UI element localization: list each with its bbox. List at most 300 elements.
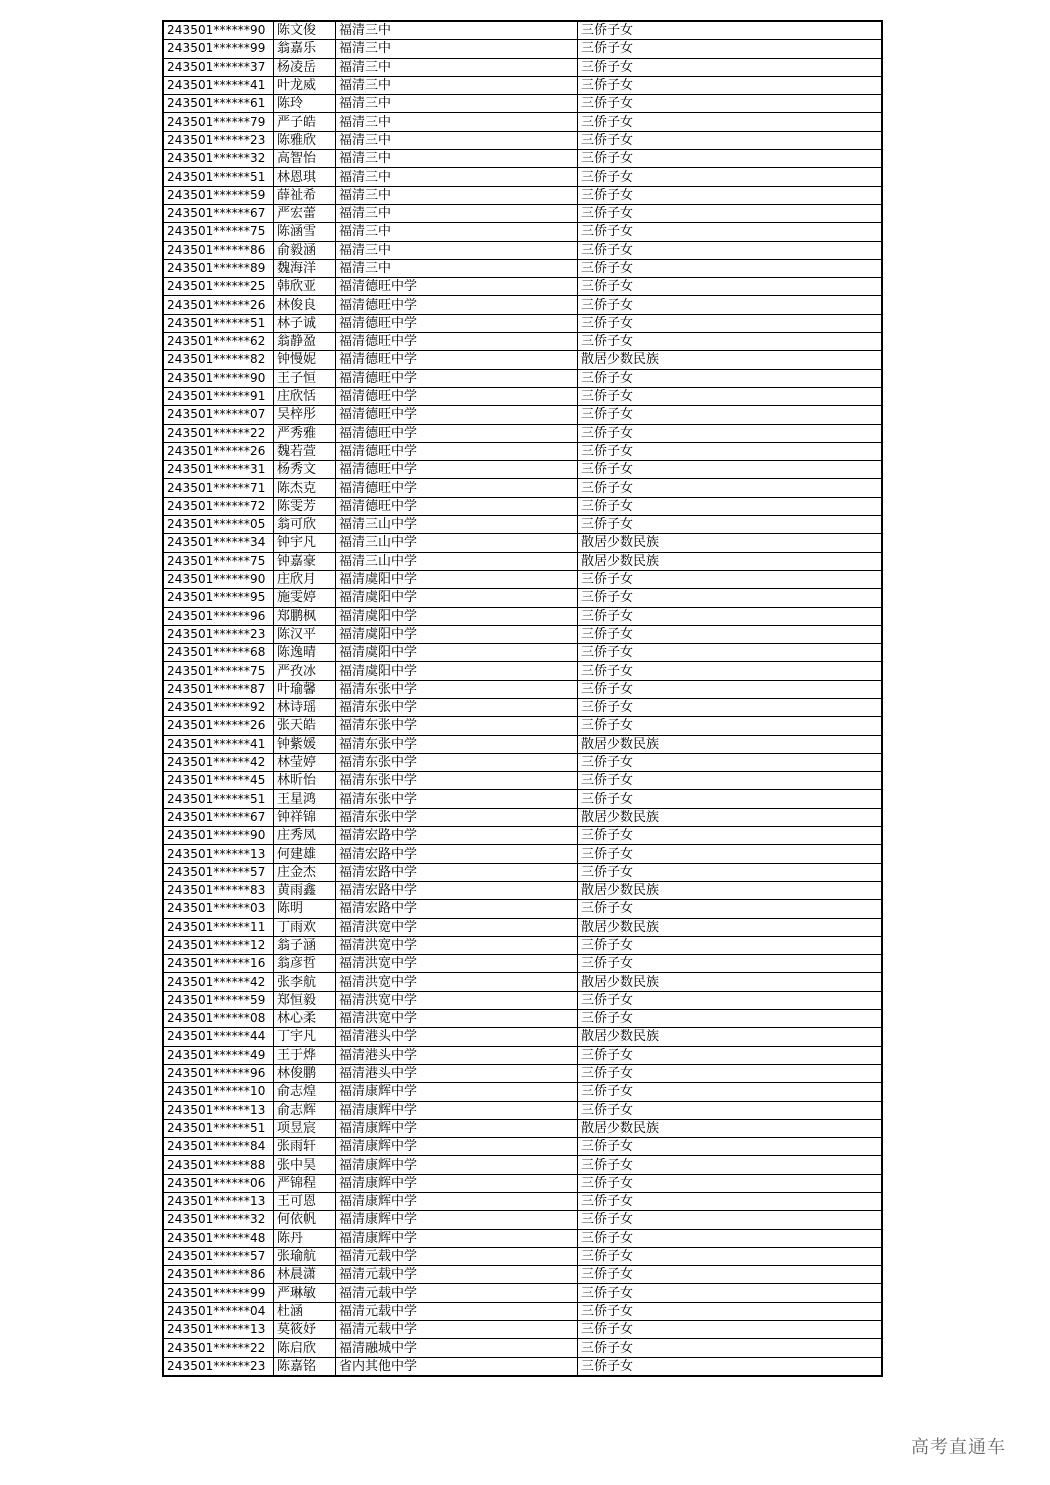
exam-id-cell: 243501******75 — [163, 223, 274, 241]
exam-id-cell: 243501******37 — [163, 58, 274, 76]
school-cell: 福清三山中学 — [336, 534, 578, 552]
exam-id-cell: 243501******42 — [163, 753, 274, 771]
exam-id-cell: 243501******05 — [163, 516, 274, 534]
table-row — [163, 150, 882, 168]
exam-id-cell: 243501******51 — [163, 168, 274, 186]
name-cell: 高智怡 — [274, 150, 336, 168]
table-row — [163, 717, 882, 735]
category-cell: 三侨子女 — [578, 1229, 883, 1247]
table-row — [163, 991, 882, 1009]
school-cell: 福清康辉中学 — [336, 1119, 578, 1137]
school-cell: 福清宏路中学 — [336, 827, 578, 845]
school-cell: 福清洪宽中学 — [336, 936, 578, 954]
school-cell: 福清康辉中学 — [336, 1138, 578, 1156]
exam-id-cell: 243501******62 — [163, 333, 274, 351]
name-cell: 陈文俊 — [274, 21, 336, 40]
table-row — [163, 95, 882, 113]
table-row — [163, 314, 882, 332]
category-cell: 三侨子女 — [578, 442, 883, 460]
category-cell: 三侨子女 — [578, 1247, 883, 1265]
table-row — [163, 259, 882, 277]
school-cell: 福清三中 — [336, 40, 578, 58]
exam-id-cell: 243501******90 — [163, 21, 274, 40]
category-cell: 散居少数民族 — [578, 973, 883, 991]
name-cell: 陈杰克 — [274, 479, 336, 497]
category-cell: 三侨子女 — [578, 204, 883, 222]
table-row — [163, 223, 882, 241]
category-cell: 三侨子女 — [578, 1321, 883, 1339]
name-cell: 庄欣恬 — [274, 387, 336, 405]
school-cell: 福清融城中学 — [336, 1339, 578, 1357]
name-cell: 薛祉希 — [274, 186, 336, 204]
school-cell: 福清洪宽中学 — [336, 918, 578, 936]
category-cell: 三侨子女 — [578, 113, 883, 131]
exam-id-cell: 243501******26 — [163, 442, 274, 460]
name-cell: 林诗瑶 — [274, 698, 336, 716]
school-cell: 福清德旺中学 — [336, 461, 578, 479]
school-cell: 福清康辉中学 — [336, 1211, 578, 1229]
table-row — [163, 424, 882, 442]
name-cell: 杜涵 — [274, 1302, 336, 1320]
category-cell: 散居少数民族 — [578, 808, 883, 826]
school-cell: 福清三中 — [336, 241, 578, 259]
category-cell: 三侨子女 — [578, 900, 883, 918]
table-row — [163, 936, 882, 954]
exam-id-cell: 243501******83 — [163, 881, 274, 899]
exam-id-cell: 243501******22 — [163, 1339, 274, 1357]
exam-id-cell: 243501******23 — [163, 131, 274, 149]
category-cell: 三侨子女 — [578, 1266, 883, 1284]
category-cell: 三侨子女 — [578, 131, 883, 149]
school-cell: 福清三中 — [336, 168, 578, 186]
table-row — [163, 461, 882, 479]
school-cell: 福清德旺中学 — [336, 278, 578, 296]
name-cell: 张李航 — [274, 973, 336, 991]
school-cell: 福清德旺中学 — [336, 333, 578, 351]
category-cell: 三侨子女 — [578, 461, 883, 479]
school-cell: 福清德旺中学 — [336, 296, 578, 314]
school-cell: 福清虞阳中学 — [336, 607, 578, 625]
exam-id-cell: 243501******84 — [163, 1138, 274, 1156]
school-cell: 福清德旺中学 — [336, 406, 578, 424]
name-cell: 郑恒毅 — [274, 991, 336, 1009]
school-cell: 福清宏路中学 — [336, 863, 578, 881]
table-row — [163, 955, 882, 973]
name-cell: 郑鹏枫 — [274, 607, 336, 625]
category-cell: 三侨子女 — [578, 1101, 883, 1119]
exam-id-cell: 243501******90 — [163, 827, 274, 845]
category-cell: 散居少数民族 — [578, 552, 883, 570]
exam-id-cell: 243501******96 — [163, 607, 274, 625]
exam-id-cell: 243501******32 — [163, 1211, 274, 1229]
category-cell: 三侨子女 — [578, 58, 883, 76]
exam-id-cell: 243501******90 — [163, 369, 274, 387]
name-cell: 翁子涵 — [274, 936, 336, 954]
category-cell: 三侨子女 — [578, 186, 883, 204]
table-row — [163, 1046, 882, 1064]
name-cell: 陈逸晴 — [274, 644, 336, 662]
name-cell: 陈明 — [274, 900, 336, 918]
category-cell: 三侨子女 — [578, 772, 883, 790]
category-cell: 三侨子女 — [578, 1064, 883, 1082]
table-row — [163, 1321, 882, 1339]
school-cell: 福清东张中学 — [336, 717, 578, 735]
exam-id-cell: 243501******49 — [163, 1046, 274, 1064]
table-row — [163, 1156, 882, 1174]
table-row — [163, 131, 882, 149]
category-cell: 三侨子女 — [578, 369, 883, 387]
exam-id-cell: 243501******89 — [163, 259, 274, 277]
category-cell: 三侨子女 — [578, 516, 883, 534]
table-row — [163, 900, 882, 918]
exam-id-cell: 243501******75 — [163, 662, 274, 680]
category-cell: 三侨子女 — [578, 76, 883, 94]
table-row — [163, 369, 882, 387]
exam-id-cell: 243501******13 — [163, 1321, 274, 1339]
table-row — [163, 808, 882, 826]
category-cell: 散居少数民族 — [578, 1119, 883, 1137]
category-cell: 三侨子女 — [578, 168, 883, 186]
school-cell: 福清港头中学 — [336, 1046, 578, 1064]
school-cell: 省内其他中学 — [336, 1357, 578, 1376]
name-cell: 俞志煌 — [274, 1083, 336, 1101]
table-row — [163, 845, 882, 863]
school-cell: 福清康辉中学 — [336, 1101, 578, 1119]
name-cell: 翁可欣 — [274, 516, 336, 534]
table-row — [163, 1083, 882, 1101]
exam-id-cell: 243501******12 — [163, 936, 274, 954]
category-cell: 三侨子女 — [578, 1083, 883, 1101]
name-cell: 翁彦哲 — [274, 955, 336, 973]
school-cell: 福清德旺中学 — [336, 479, 578, 497]
exam-id-cell: 243501******07 — [163, 406, 274, 424]
school-cell: 福清元载中学 — [336, 1266, 578, 1284]
exam-id-cell: 243501******45 — [163, 772, 274, 790]
category-cell: 三侨子女 — [578, 241, 883, 259]
table-row — [163, 680, 882, 698]
name-cell: 陈玲 — [274, 95, 336, 113]
category-cell: 三侨子女 — [578, 296, 883, 314]
category-cell: 三侨子女 — [578, 936, 883, 954]
category-cell: 三侨子女 — [578, 21, 883, 40]
table-row — [163, 790, 882, 808]
school-cell: 福清三中 — [336, 223, 578, 241]
table-row — [163, 863, 882, 881]
table-row — [163, 333, 882, 351]
exam-id-cell: 243501******31 — [163, 461, 274, 479]
exam-id-cell: 243501******67 — [163, 808, 274, 826]
exam-id-cell: 243501******79 — [163, 113, 274, 131]
school-cell: 福清宏路中学 — [336, 900, 578, 918]
exam-id-cell: 243501******25 — [163, 278, 274, 296]
exam-id-cell: 243501******90 — [163, 570, 274, 588]
exam-id-cell: 243501******91 — [163, 387, 274, 405]
school-cell: 福清德旺中学 — [336, 497, 578, 515]
school-cell: 福清虞阳中学 — [336, 570, 578, 588]
school-cell: 福清东张中学 — [336, 790, 578, 808]
category-cell: 散居少数民族 — [578, 918, 883, 936]
table-row — [163, 1064, 882, 1082]
name-cell: 叶龙威 — [274, 76, 336, 94]
name-cell: 钟慢妮 — [274, 351, 336, 369]
category-cell: 三侨子女 — [578, 827, 883, 845]
name-cell: 陈丹 — [274, 1229, 336, 1247]
category-cell: 散居少数民族 — [578, 735, 883, 753]
category-cell: 散居少数民族 — [578, 534, 883, 552]
name-cell: 施雯婷 — [274, 589, 336, 607]
name-cell: 严锦程 — [274, 1174, 336, 1192]
school-cell: 福清三中 — [336, 95, 578, 113]
school-cell: 福清康辉中学 — [336, 1174, 578, 1192]
table-row — [163, 21, 882, 40]
name-cell: 钟紫媛 — [274, 735, 336, 753]
name-cell: 韩欣亚 — [274, 278, 336, 296]
table-row — [163, 1266, 882, 1284]
category-cell: 三侨子女 — [578, 607, 883, 625]
category-cell: 散居少数民族 — [578, 1028, 883, 1046]
category-cell: 三侨子女 — [578, 625, 883, 643]
name-cell: 林恩琪 — [274, 168, 336, 186]
table-row — [163, 406, 882, 424]
category-cell: 三侨子女 — [578, 717, 883, 735]
name-cell: 王于烨 — [274, 1046, 336, 1064]
table-row — [163, 918, 882, 936]
category-cell: 三侨子女 — [578, 333, 883, 351]
name-cell: 林莹婷 — [274, 753, 336, 771]
category-cell: 三侨子女 — [578, 790, 883, 808]
exam-id-cell: 243501******96 — [163, 1064, 274, 1082]
category-cell: 三侨子女 — [578, 1193, 883, 1211]
school-cell: 福清港头中学 — [336, 1064, 578, 1082]
school-cell: 福清洪宽中学 — [336, 991, 578, 1009]
school-cell: 福清德旺中学 — [336, 351, 578, 369]
name-cell: 严子皓 — [274, 113, 336, 131]
category-cell: 三侨子女 — [578, 845, 883, 863]
table-row — [163, 753, 882, 771]
name-cell: 黄雨鑫 — [274, 881, 336, 899]
name-cell: 林俊鹏 — [274, 1064, 336, 1082]
school-cell: 福清虞阳中学 — [336, 644, 578, 662]
table-row — [163, 516, 882, 534]
name-cell: 严孜冰 — [274, 662, 336, 680]
school-cell: 福清元载中学 — [336, 1247, 578, 1265]
exam-id-cell: 243501******03 — [163, 900, 274, 918]
category-cell: 三侨子女 — [578, 589, 883, 607]
table-row — [163, 662, 882, 680]
watermark: 高考直通车 — [911, 1437, 1006, 1458]
school-cell: 福清德旺中学 — [336, 424, 578, 442]
table-row — [163, 827, 882, 845]
name-cell: 陈涵雪 — [274, 223, 336, 241]
school-cell: 福清东张中学 — [336, 698, 578, 716]
name-cell: 俞毅涵 — [274, 241, 336, 259]
category-cell: 三侨子女 — [578, 991, 883, 1009]
exam-id-cell: 243501******57 — [163, 863, 274, 881]
exam-id-cell: 243501******51 — [163, 1119, 274, 1137]
school-cell: 福清元载中学 — [336, 1302, 578, 1320]
category-cell: 三侨子女 — [578, 1284, 883, 1302]
name-cell: 杨凌岳 — [274, 58, 336, 76]
school-cell: 福清三山中学 — [336, 552, 578, 570]
table-row — [163, 698, 882, 716]
school-cell: 福清东张中学 — [336, 808, 578, 826]
exam-id-cell: 243501******26 — [163, 296, 274, 314]
exam-id-cell: 243501******41 — [163, 76, 274, 94]
exam-id-cell: 243501******57 — [163, 1247, 274, 1265]
name-cell: 张中昊 — [274, 1156, 336, 1174]
table-row — [163, 735, 882, 753]
school-cell: 福清康辉中学 — [336, 1229, 578, 1247]
name-cell: 王子恒 — [274, 369, 336, 387]
exam-id-cell: 243501******22 — [163, 424, 274, 442]
name-cell: 庄金杰 — [274, 863, 336, 881]
school-cell: 福清德旺中学 — [336, 387, 578, 405]
name-cell: 庄欣月 — [274, 570, 336, 588]
exam-id-cell: 243501******26 — [163, 717, 274, 735]
school-cell: 福清洪宽中学 — [336, 1010, 578, 1028]
school-cell: 福清元载中学 — [336, 1321, 578, 1339]
table-row — [163, 1247, 882, 1265]
school-cell: 福清港头中学 — [336, 1028, 578, 1046]
school-cell: 福清三中 — [336, 113, 578, 131]
exam-id-cell: 243501******75 — [163, 552, 274, 570]
category-cell: 三侨子女 — [578, 150, 883, 168]
table-row — [163, 625, 882, 643]
category-cell: 三侨子女 — [578, 406, 883, 424]
table-row — [163, 1174, 882, 1192]
table-row — [163, 589, 882, 607]
school-cell: 福清虞阳中学 — [336, 589, 578, 607]
exam-id-cell: 243501******42 — [163, 973, 274, 991]
name-cell: 严琳敏 — [274, 1284, 336, 1302]
table-row — [163, 204, 882, 222]
table-row — [163, 881, 882, 899]
name-cell: 陈启欣 — [274, 1339, 336, 1357]
exam-id-cell: 243501******32 — [163, 150, 274, 168]
table-row — [163, 1119, 882, 1137]
category-cell: 三侨子女 — [578, 1357, 883, 1376]
table-row — [163, 1339, 882, 1357]
school-cell: 福清东张中学 — [336, 753, 578, 771]
school-cell: 福清三中 — [336, 150, 578, 168]
school-cell: 福清三中 — [336, 76, 578, 94]
category-cell: 三侨子女 — [578, 259, 883, 277]
exam-id-cell: 243501******13 — [163, 845, 274, 863]
school-cell: 福清宏路中学 — [336, 845, 578, 863]
exam-id-cell: 243501******87 — [163, 680, 274, 698]
name-cell: 陈雯芳 — [274, 497, 336, 515]
name-cell: 莫筱妤 — [274, 1321, 336, 1339]
category-cell: 三侨子女 — [578, 1156, 883, 1174]
category-cell: 三侨子女 — [578, 1339, 883, 1357]
name-cell: 张雨轩 — [274, 1138, 336, 1156]
name-cell: 吴梓彤 — [274, 406, 336, 424]
exam-id-cell: 243501******51 — [163, 314, 274, 332]
school-cell: 福清三中 — [336, 259, 578, 277]
table-row — [163, 534, 882, 552]
name-cell: 翁嘉乐 — [274, 40, 336, 58]
exam-id-cell: 243501******23 — [163, 1357, 274, 1376]
category-cell: 散居少数民族 — [578, 881, 883, 899]
name-cell: 钟嘉豪 — [274, 552, 336, 570]
name-cell: 陈汉平 — [274, 625, 336, 643]
category-cell: 三侨子女 — [578, 1010, 883, 1028]
table-row — [163, 241, 882, 259]
exam-id-cell: 243501******16 — [163, 955, 274, 973]
category-cell: 散居少数民族 — [578, 351, 883, 369]
name-cell: 丁雨欢 — [274, 918, 336, 936]
exam-id-cell: 243501******71 — [163, 479, 274, 497]
name-cell: 陈雅欣 — [274, 131, 336, 149]
category-cell: 三侨子女 — [578, 570, 883, 588]
name-cell: 何依帆 — [274, 1211, 336, 1229]
table-row — [163, 973, 882, 991]
category-cell: 三侨子女 — [578, 1138, 883, 1156]
name-cell: 林俊良 — [274, 296, 336, 314]
category-cell: 三侨子女 — [578, 863, 883, 881]
table-row — [163, 1028, 882, 1046]
exam-id-cell: 243501******59 — [163, 991, 274, 1009]
candidate-table-body — [163, 21, 882, 1376]
exam-id-cell: 243501******13 — [163, 1101, 274, 1119]
name-cell: 项昱宸 — [274, 1119, 336, 1137]
name-cell: 王星鸿 — [274, 790, 336, 808]
name-cell: 陈嘉铭 — [274, 1357, 336, 1376]
table-row — [163, 1211, 882, 1229]
category-cell: 三侨子女 — [578, 662, 883, 680]
candidate-table — [162, 20, 883, 1377]
school-cell: 福清三中 — [336, 204, 578, 222]
table-row — [163, 644, 882, 662]
exam-id-cell: 243501******10 — [163, 1083, 274, 1101]
name-cell: 张天皓 — [274, 717, 336, 735]
category-cell: 三侨子女 — [578, 1174, 883, 1192]
name-cell: 严秀雅 — [274, 424, 336, 442]
table-row — [163, 113, 882, 131]
table-row — [163, 58, 882, 76]
table-row — [163, 186, 882, 204]
school-cell: 福清康辉中学 — [336, 1156, 578, 1174]
exam-id-cell: 243501******06 — [163, 1174, 274, 1192]
exam-id-cell: 243501******86 — [163, 241, 274, 259]
category-cell: 三侨子女 — [578, 753, 883, 771]
exam-id-cell: 243501******95 — [163, 589, 274, 607]
exam-id-cell: 243501******44 — [163, 1028, 274, 1046]
exam-id-cell: 243501******59 — [163, 186, 274, 204]
exam-id-cell: 243501******51 — [163, 790, 274, 808]
name-cell: 林子诚 — [274, 314, 336, 332]
table-row — [163, 1138, 882, 1156]
exam-id-cell: 243501******92 — [163, 698, 274, 716]
table-row — [163, 497, 882, 515]
name-cell: 俞志辉 — [274, 1101, 336, 1119]
name-cell: 林心柔 — [274, 1010, 336, 1028]
table-row — [163, 607, 882, 625]
exam-id-cell: 243501******82 — [163, 351, 274, 369]
school-cell: 福清洪宽中学 — [336, 955, 578, 973]
name-cell: 翁静盈 — [274, 333, 336, 351]
school-cell: 福清三中 — [336, 21, 578, 40]
school-cell: 福清三中 — [336, 186, 578, 204]
category-cell: 三侨子女 — [578, 479, 883, 497]
name-cell: 魏若萱 — [274, 442, 336, 460]
table-row — [163, 772, 882, 790]
school-cell: 福清德旺中学 — [336, 314, 578, 332]
exam-id-cell: 243501******04 — [163, 1302, 274, 1320]
table-row — [163, 278, 882, 296]
category-cell: 三侨子女 — [578, 497, 883, 515]
category-cell: 三侨子女 — [578, 278, 883, 296]
